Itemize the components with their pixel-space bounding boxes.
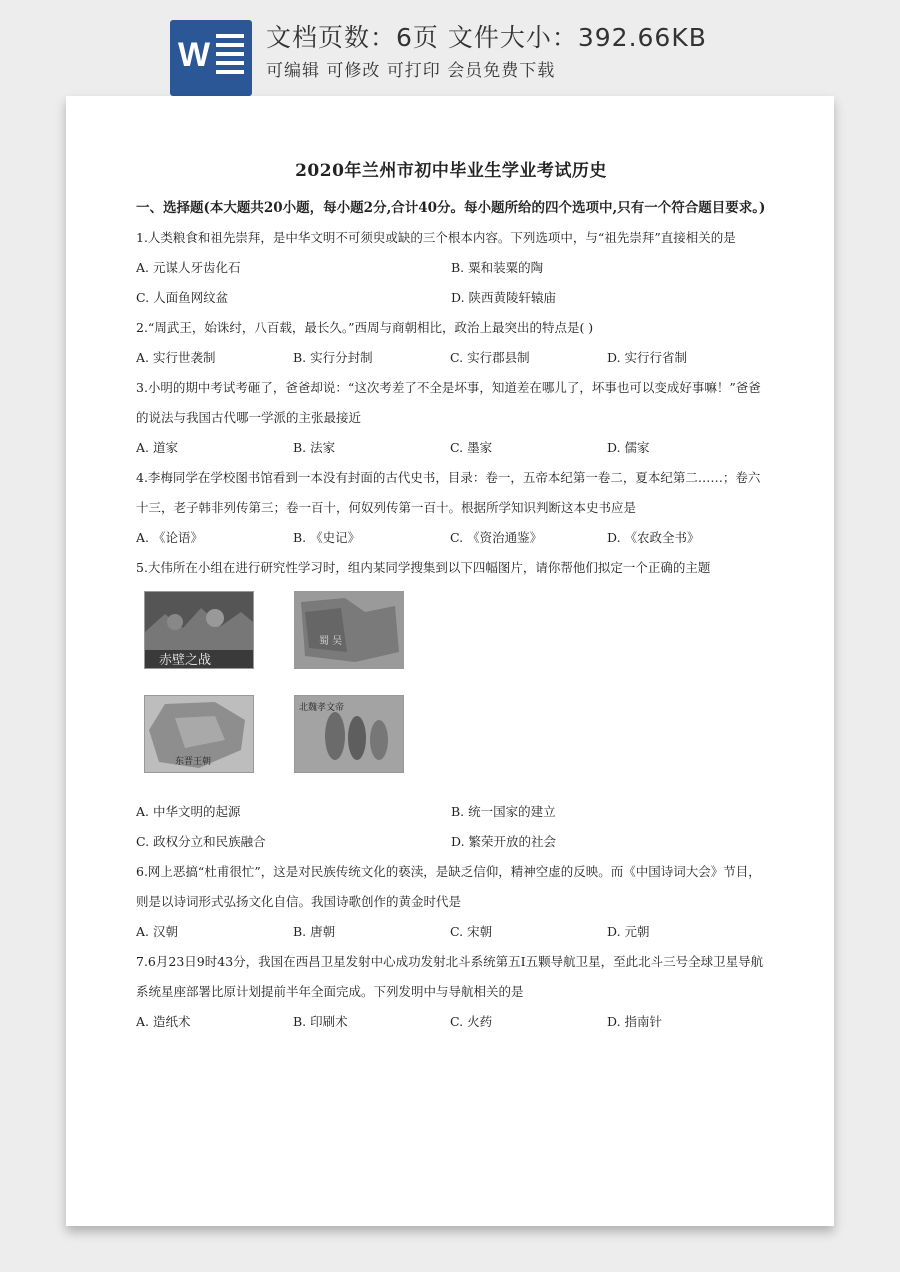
emperor-procession-image — [294, 695, 404, 773]
option-b: B. 法家 — [293, 440, 336, 455]
question-7: 7.6月23日9时43分，我国在西昌卫星发射中心成功发射北斗系统第五Ⅰ五颗导航卫星，至此北斗三号全球卫星导航系统星座部署比原计划提前半年全面完成。下列发明中与导航相关的是 — [136, 954, 764, 999]
question-4: 4.李梅同学在学校图书馆看到一本没有封面的古代史书，目录：卷一，五帝本纪第一卷二，夏本纪第二……；卷六十三，老子韩非列传第三；卷一百十，何奴列传第一百十。根据所学知识判断这本史书应是 — [136, 470, 761, 515]
battle-painting-image — [144, 591, 254, 669]
option-c: C. 政权分立和民族融合 — [136, 834, 266, 849]
option-b: B. 《史记》 — [293, 530, 361, 545]
image-caption-4: 北魏孝文帝 — [299, 703, 345, 713]
option-c: C. 墨家 — [450, 440, 493, 455]
option-b: B. 粟和装粟的陶 — [451, 260, 544, 275]
option-d: D. 儒家 — [607, 440, 650, 455]
question-6-options — [136, 917, 766, 947]
option-b: B. 唐朝 — [293, 924, 336, 939]
question-3-options — [136, 433, 766, 463]
question-7-options — [136, 1007, 766, 1037]
question-5-images — [136, 583, 766, 797]
option-a: A. 中华文明的起源 — [136, 804, 241, 819]
option-a: A. 《论语》 — [136, 530, 203, 545]
option-c: C. 火药 — [450, 1014, 493, 1029]
option-a: A. 汉朝 — [136, 924, 178, 939]
map-shu-wu-image — [294, 591, 404, 669]
option-d: D. 实行行省制 — [607, 350, 688, 365]
image-caption-2: 蜀 吴 — [319, 636, 343, 647]
option-d: D. 元朝 — [607, 924, 650, 939]
option-b: B. 统一国家的建立 — [451, 804, 556, 819]
file-info-title: 文档页数：6页 文件大小：392.66KB — [266, 23, 707, 52]
option-a: A. 道家 — [136, 440, 178, 455]
word-doc-icon — [170, 20, 252, 96]
option-b: B. 实行分封制 — [293, 350, 373, 365]
image-caption-1: 赤壁之战 — [159, 653, 212, 668]
document-page — [66, 96, 834, 1226]
question-1: 1.人类粮食和祖先崇拜，是中华文明不可须臾或缺的三个根本内容。下列选项中，与“祖先崇拜”直接相关的是 — [136, 230, 736, 245]
question-6: 6.网上恶搞“杜甫很忙”，这是对民族传统文化的亵渎，是缺乏信仰，精神空虚的反映。而《中国诗词大会》节目，则是以诗词形式弘扬文化自信。我国诗歌创作的黄金时代是 — [136, 864, 761, 909]
option-c: C. 实行郡县制 — [450, 350, 530, 365]
question-5-options-2 — [136, 827, 766, 857]
question-2: 2.“周武王，始诛纣，八百载，最长久。”西周与商朝相比，政治上最突出的特点是( ) — [136, 320, 594, 335]
map-eastern-jin-image — [144, 695, 254, 773]
option-a: A. 实行世袭制 — [136, 350, 216, 365]
question-3: 3.小明的期中考试考砸了，爸爸却说：“这次考差了不全是坏事，知道差在哪儿了，坏事也可以变成好事嘛！”爸爸的说法与我国古代哪一学派的主张最接近 — [136, 380, 761, 425]
logo-letter: W — [178, 36, 211, 74]
option-b: B. 印刷术 — [293, 1014, 348, 1029]
download-header — [0, 0, 900, 96]
option-d: D. 陕西黄陵轩辕庙 — [451, 290, 557, 305]
option-d: D. 《农政全书》 — [607, 530, 700, 545]
option-a: A. 元谋人牙齿化石 — [136, 260, 241, 275]
question-5: 5.大伟所在小组在进行研究性学习时，组内某同学搜集到以下四幅图片，请你帮他们拟定一个正确的主题 — [136, 560, 711, 575]
option-d: D. 繁荣开放的社会 — [451, 834, 557, 849]
option-c: C. 《资治通鉴》 — [450, 530, 543, 545]
option-a: A. 造纸术 — [136, 1014, 191, 1029]
section-title: 一、选择题(本大题共20小题，每小题2分,合计40分。每小题所给的四个选项中,只有一个符合题目要求。) — [136, 200, 766, 216]
question-1-options-2 — [136, 283, 766, 313]
option-d: D. 指南针 — [607, 1014, 663, 1029]
page-title: 2020年兰州市初中毕业生学业考试历史 — [295, 161, 607, 181]
file-info-subtitle: 可编辑 可修改 可打印 会员免费下载 — [266, 61, 556, 81]
option-c: C. 宋朝 — [450, 924, 493, 939]
question-5-options — [136, 797, 766, 827]
image-caption-3: 东晋王朝 — [175, 757, 212, 767]
document-body — [136, 156, 766, 1037]
question-2-options — [136, 343, 766, 373]
question-1-options — [136, 253, 766, 283]
question-4-options — [136, 523, 766, 553]
option-c: C. 人面鱼网纹盆 — [136, 290, 229, 305]
